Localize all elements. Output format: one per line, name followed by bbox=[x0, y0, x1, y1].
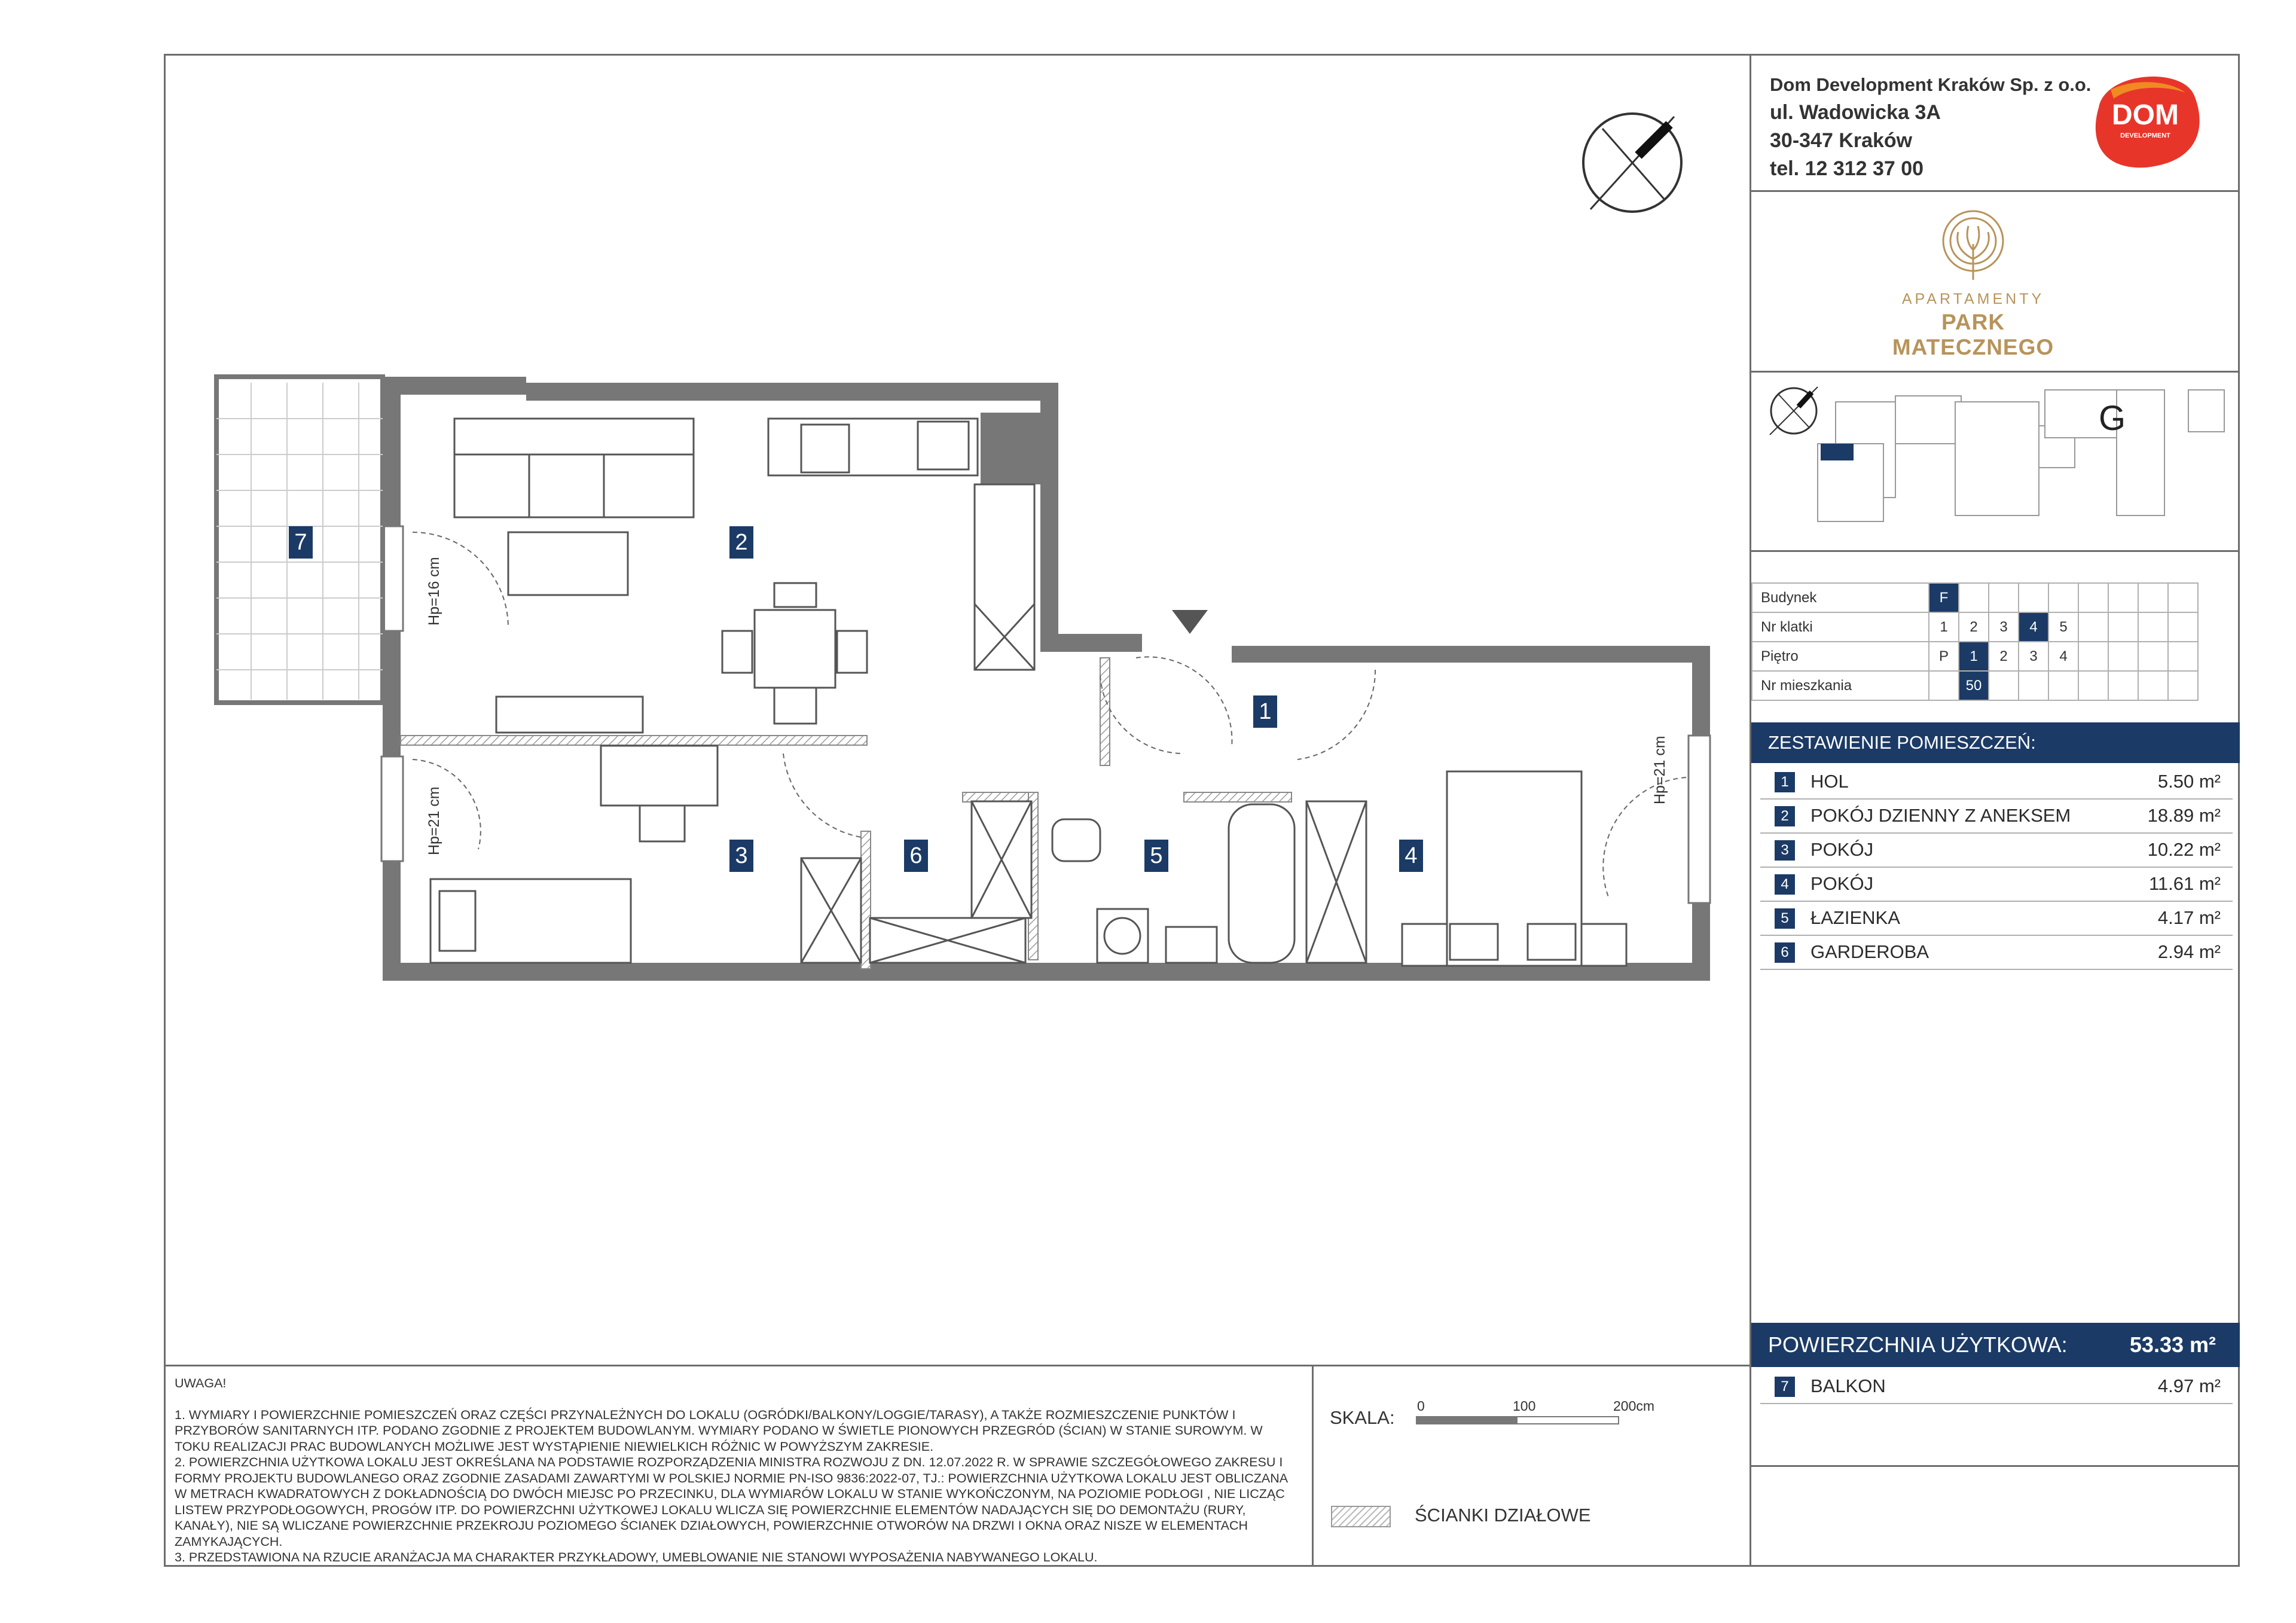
room-num: 1 bbox=[1775, 772, 1795, 792]
balcony-name: BALKON bbox=[1810, 1375, 1886, 1396]
info-cell bbox=[2138, 612, 2168, 642]
partition-wall-swatch bbox=[1331, 1506, 1391, 1527]
info-cell bbox=[2138, 671, 2168, 700]
info-label: Nr mieszkania bbox=[1752, 671, 1929, 700]
info-cell bbox=[2108, 642, 2138, 671]
room-name: HOL bbox=[1810, 771, 1849, 792]
notes-p2: 2. POWIERZCHNIA UŻYTKOWA LOKALU JEST OKREŚLANA NA PODSTAWIE ROZPORZĄDZENIA MINISTRA ROZWOJU Z DN. 12.07.2022 R. W SPRAWIE SZCZEGÓŁOWEGO ZAKRESU I FORMY PROJEKTU BUDOWLANEGO ORAZ ZGODNIE ZASADAMI ZAWARTYMI W POLSKIEJ NORMIE PN-ISO 9836:2022-07, TJ.: POWIERZCHNIA UŻYTKOWA LOKALU JEST OBLICZANA W METRACH KWADRATOWYCH Z DOKŁADNOŚCIĄ DO DWÓCH MIEJSC PO PRZECINKU, DLA WYMIARÓW LOKALU W STANIE WYKOŃCZONYM, NA POZIOMIE PODŁOGI , NIE LICZĄC LISTEW PRZYPODŁOGOWYCH, PROGÓW ITP. DO POWIERZCHNI UŻYTKOWEJ LOKALU WLICZA SIĘ POWIERZCHNIE ELEMENTÓW NADAJĄCYCH SIĘ DO DEMONTAŻU (RURY, KANAŁY), NIE SĄ WLICZANE POWIERZCHNIE PRZEKROJU POZIOMEGO ŚCIANEK DZIAŁOWYCH, POWIERZCHNIE OTWORÓW NA DRZWI I OKNA ORAZ NISZE W ELEMENTACH ZAMYKAJĄCYCH. bbox=[175, 1455, 1287, 1549]
info-cell bbox=[2019, 583, 2048, 612]
dom-logo-sub: DEVELOPMENT bbox=[2120, 132, 2170, 139]
building-mark: G bbox=[2099, 399, 2126, 438]
info-cell: 4 bbox=[2019, 612, 2048, 642]
company-name: Dom Development Kraków Sp. z o.o. bbox=[1770, 74, 2092, 95]
room-area: 2.94 m² bbox=[2157, 941, 2221, 962]
room-row bbox=[1760, 935, 2233, 970]
info-cell: 3 bbox=[1989, 612, 2019, 642]
room-row bbox=[1760, 765, 2233, 800]
info-cell bbox=[2168, 612, 2198, 642]
room-num: 4 bbox=[1775, 874, 1795, 895]
balcony-row bbox=[1760, 1369, 2233, 1404]
info-cell bbox=[2048, 583, 2078, 612]
info-cell: P bbox=[1929, 642, 1959, 671]
total-area bbox=[1751, 1323, 2240, 1367]
notes-divider bbox=[164, 1365, 1751, 1366]
room-name: ŁAZIENKA bbox=[1810, 907, 1900, 928]
info-cell bbox=[2168, 583, 2198, 612]
room-area: 11.61 m² bbox=[2148, 873, 2221, 894]
info-cell bbox=[2048, 671, 2078, 700]
room-row bbox=[1760, 867, 2233, 902]
panel-line-2 bbox=[1750, 371, 2240, 373]
info-cell: 4 bbox=[2048, 642, 2078, 671]
room-row bbox=[1760, 833, 2233, 868]
dom-development-logo bbox=[2081, 66, 2212, 173]
info-row bbox=[1752, 642, 2198, 671]
company-street: ul. Wadowicka 3A bbox=[1770, 101, 1941, 124]
plan-label-6: 6 bbox=[904, 840, 928, 872]
room-area: 18.89 m² bbox=[2147, 805, 2221, 826]
dom-logo-word: DOM bbox=[2112, 99, 2179, 131]
info-cell bbox=[2108, 583, 2138, 612]
window-height-2: Hp=21 cm bbox=[426, 786, 442, 855]
plan-label-2: 2 bbox=[729, 526, 753, 559]
info-cell bbox=[2108, 612, 2138, 642]
window-height-3: Hp=21 cm bbox=[1651, 736, 1668, 804]
notes-p3: 3. PRZEDSTAWIONA NA RZUCIE ARANŻACJA MA CHARAKTER PRZYKŁADOWY, UMEBLOWANIE NIE STANOWI WYPOSAŻENIA NABYWANEGO LOKALU. bbox=[175, 1550, 1098, 1564]
panel-line-3 bbox=[1750, 550, 2240, 552]
room-name: POKÓJ DZIENNY Z ANEKSEM bbox=[1810, 805, 2071, 826]
info-row bbox=[1752, 583, 2198, 612]
notes-p1: 1. WYMIARY I POWIERZCHNIE POMIESZCZEŃ ORAZ CZĘŚCI PRZYNALEŻNYCH DO LOKALU (OGRÓDKI/BALKONY/LOGGIE/TARASY), A TAKŻE ROZMIESZCZENIE PUNKTÓW I PRZYBORÓW SANITARNYCH ITP. PODANO ZGODNIE Z PROJEKTEM BUDOWLANYM. WYMIARY PODANO W ŚWIETLE PIONOWYCH PRZEGRÓD (ŚCIAN) W STANIE SUROWYM. W TOKU REALIZACJI PRAC BUDOWLANYCH MOŻLIWE JEST WYSTĄPIENIE NIEWIELKICH RÓŻNIC W POWYŻSZYM ZAKRESIE. bbox=[175, 1407, 1263, 1454]
info-cell bbox=[1989, 671, 2019, 700]
room-name: POKÓJ bbox=[1810, 873, 1874, 894]
room-area: 5.50 m² bbox=[2157, 771, 2221, 792]
info-cell bbox=[2019, 671, 2048, 700]
room-num: 2 bbox=[1775, 806, 1795, 826]
info-cell bbox=[2078, 583, 2108, 612]
room-row bbox=[1760, 799, 2233, 834]
room-num: 5 bbox=[1775, 908, 1795, 929]
balcony-num: 7 bbox=[1775, 1377, 1795, 1397]
notes bbox=[175, 1375, 1293, 1566]
room-name: GARDEROBA bbox=[1810, 941, 1929, 962]
scale-label: SKALA: bbox=[1330, 1407, 1395, 1428]
info-row bbox=[1752, 612, 2198, 642]
brand-line1: APARTAMENTY bbox=[1901, 291, 2045, 307]
total-area-value: 53.33 m² bbox=[2129, 1332, 2216, 1357]
info-cell bbox=[1929, 671, 1959, 700]
window-height-1: Hp=16 cm bbox=[426, 557, 442, 626]
info-cell: 2 bbox=[1959, 612, 1989, 642]
info-cell bbox=[1959, 583, 1989, 612]
info-cell: 50 bbox=[1959, 671, 1989, 700]
info-cell bbox=[2078, 642, 2108, 671]
legend-label: ŚCIANKI DZIAŁOWE bbox=[1415, 1505, 1591, 1526]
plan-label-3: 3 bbox=[729, 840, 753, 872]
info-label: Budynek bbox=[1752, 583, 1929, 612]
panel-line-4 bbox=[1750, 1465, 2240, 1467]
company-city: 30-347 Kraków bbox=[1770, 129, 1913, 152]
plan-label-7: 7 bbox=[289, 526, 313, 559]
info-label: Nr klatki bbox=[1752, 612, 1929, 642]
scale-tick-200: 200cm bbox=[1613, 1398, 1655, 1414]
notes-scale-divider bbox=[1312, 1365, 1314, 1567]
info-cell: 1 bbox=[1929, 612, 1959, 642]
panel-line-1 bbox=[1750, 190, 2240, 192]
notes-title: UWAGA! bbox=[175, 1376, 227, 1390]
room-num: 6 bbox=[1775, 942, 1795, 963]
info-label: Piętro bbox=[1752, 642, 1929, 671]
info-cell: F bbox=[1929, 583, 1959, 612]
rooms-header: ZESTAWIENIE POMIESZCZEŃ: bbox=[1751, 722, 2240, 763]
info-cell: 3 bbox=[2019, 642, 2048, 671]
info-cell bbox=[2168, 671, 2198, 700]
company-phone: tel. 12 312 37 00 bbox=[1770, 157, 1924, 180]
info-cell: 5 bbox=[2048, 612, 2078, 642]
balcony-area: 4.97 m² bbox=[2157, 1375, 2221, 1396]
scale-tick-100: 100 bbox=[1513, 1398, 1536, 1414]
scale-tick-0: 0 bbox=[1417, 1398, 1425, 1414]
plan-label-4: 4 bbox=[1399, 840, 1423, 872]
apartment-info-table bbox=[1751, 582, 2199, 701]
brand-line2: PARK MATECZNEGO bbox=[1892, 310, 2054, 359]
room-num: 3 bbox=[1775, 840, 1795, 861]
info-cell bbox=[2168, 642, 2198, 671]
room-area: 4.17 m² bbox=[2157, 907, 2221, 928]
info-cell bbox=[2108, 671, 2138, 700]
info-cell bbox=[1989, 583, 2019, 612]
site-plan bbox=[1758, 378, 2236, 545]
info-cell bbox=[2078, 671, 2108, 700]
company-info bbox=[1770, 71, 2091, 183]
info-cell bbox=[2078, 612, 2108, 642]
plan-label-5: 5 bbox=[1144, 840, 1168, 872]
info-row bbox=[1752, 671, 2198, 700]
total-area-label: POWIERZCHNIA UŻYTKOWA: bbox=[1768, 1332, 2068, 1357]
floor-plan bbox=[0, 0, 1794, 1017]
info-cell: 2 bbox=[1989, 642, 2019, 671]
plan-label-1: 1 bbox=[1253, 695, 1277, 728]
room-name: POKÓJ bbox=[1810, 839, 1874, 860]
scale-bar bbox=[1416, 1416, 1619, 1424]
room-row bbox=[1760, 901, 2233, 936]
tree-icon bbox=[1937, 208, 2009, 286]
info-cell: 1 bbox=[1959, 642, 1989, 671]
north-compass-icon bbox=[1583, 114, 1681, 212]
info-cell bbox=[2138, 583, 2168, 612]
room-area: 10.22 m² bbox=[2147, 839, 2221, 860]
info-cell bbox=[2138, 642, 2168, 671]
